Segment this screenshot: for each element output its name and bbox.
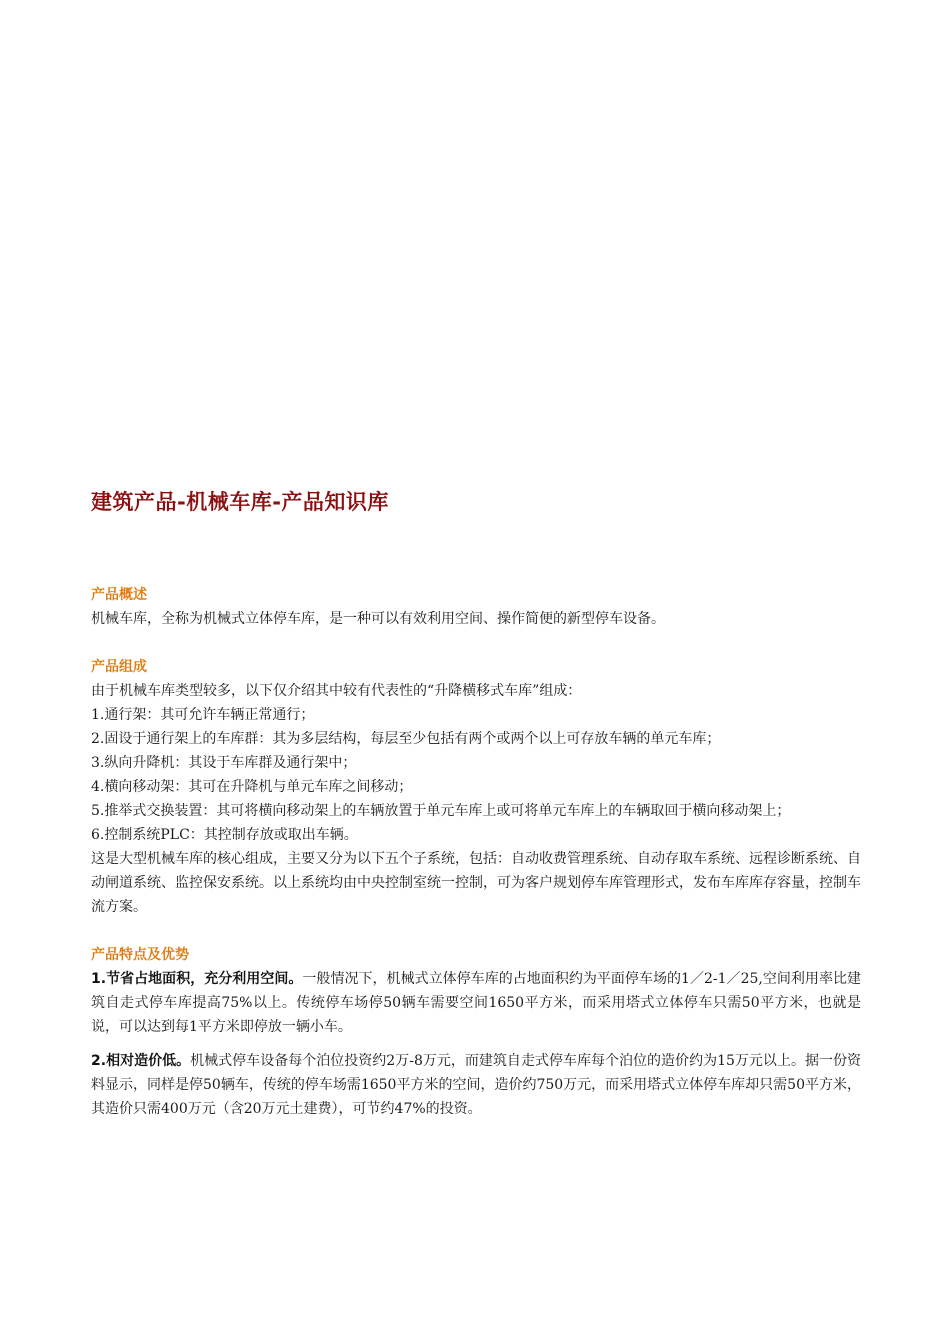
section-composition bbox=[91, 655, 861, 919]
composition-line: 3.纵向升降机：其设于车库群及通行架中； bbox=[91, 755, 357, 771]
feature-item bbox=[91, 967, 861, 1039]
feature-text: 机械式停车设备每个泊位投资约2万-8万元，而建筑自走式停车库每个泊位的造价约为15万元以上。据一份资料显示，同样是停50辆车，传统的停车场需1650平方米的空间，造价约750万元，而采用塔式立体停车库却只需50平方米，其造价只需400万元（含20万元土建费），可节约47%的投资。 bbox=[91, 1053, 862, 1117]
composition-summary: 这是大型机械车库的核心组成，主要又分为以下五个子系统，包括：自动收费管理系统、自动存取车系统、远程诊断系统、自动闸道系统、监控保安系统。以上系统均由中央控制室统一控制，可为客户规划停车库管理形式，发布车库库存容量，控制车流方案。 bbox=[91, 851, 861, 915]
composition-line: 1.通行架：其可允许车辆正常通行； bbox=[91, 707, 315, 723]
section-heading-composition: 产品组成 bbox=[91, 659, 147, 675]
composition-line: 由于机械车库类型较多，以下仅介绍其中较有代表性的“升降横移式车库”组成： bbox=[91, 683, 582, 699]
feature-lead: 1.节省占地面积，充分利用空间。 bbox=[91, 971, 303, 987]
section-features bbox=[91, 943, 861, 1121]
page-title: 建筑产品-机械车库-产品知识库 bbox=[91, 490, 389, 514]
feature-lead: 2.相对造价低。 bbox=[91, 1053, 191, 1069]
feature-item bbox=[91, 1049, 861, 1121]
document-page bbox=[91, 485, 861, 1145]
composition-line: 2.固设于通行架上的车库群：其为多层结构，每层至少包括有两个或两个以上可存放车辆的单元车库； bbox=[91, 731, 721, 747]
section-overview bbox=[91, 583, 861, 631]
composition-line: 4.横向移动架：其可在升降机与单元车库之间移动； bbox=[91, 779, 413, 795]
section-heading-overview: 产品概述 bbox=[91, 587, 147, 603]
composition-line: 5.推举式交换装置：其可将横向移动架上的车辆放置于单元车库上或可将单元车库上的车辆取回于横向移动架上； bbox=[91, 803, 791, 819]
composition-line: 6.控制系统PLC：其控制存放或取出车辆。 bbox=[91, 827, 358, 843]
feature-text: 一般情况下，机械式立体停车库的占地面积约为平面停车场的1／2-1／25,空间利用率比建筑自走式停车库提高75%以上。传统停车场停50辆车需要空间1650平方米，而采用塔式立体停车只需50平方米，也就是说，可以达到每1平方米即停放一辆小车。 bbox=[91, 971, 861, 1035]
overview-text: 机械车库，全称为机械式立体停车库，是一种可以有效利用空间、操作简便的新型停车设备。 bbox=[91, 611, 665, 627]
section-heading-features: 产品特点及优势 bbox=[91, 947, 189, 963]
